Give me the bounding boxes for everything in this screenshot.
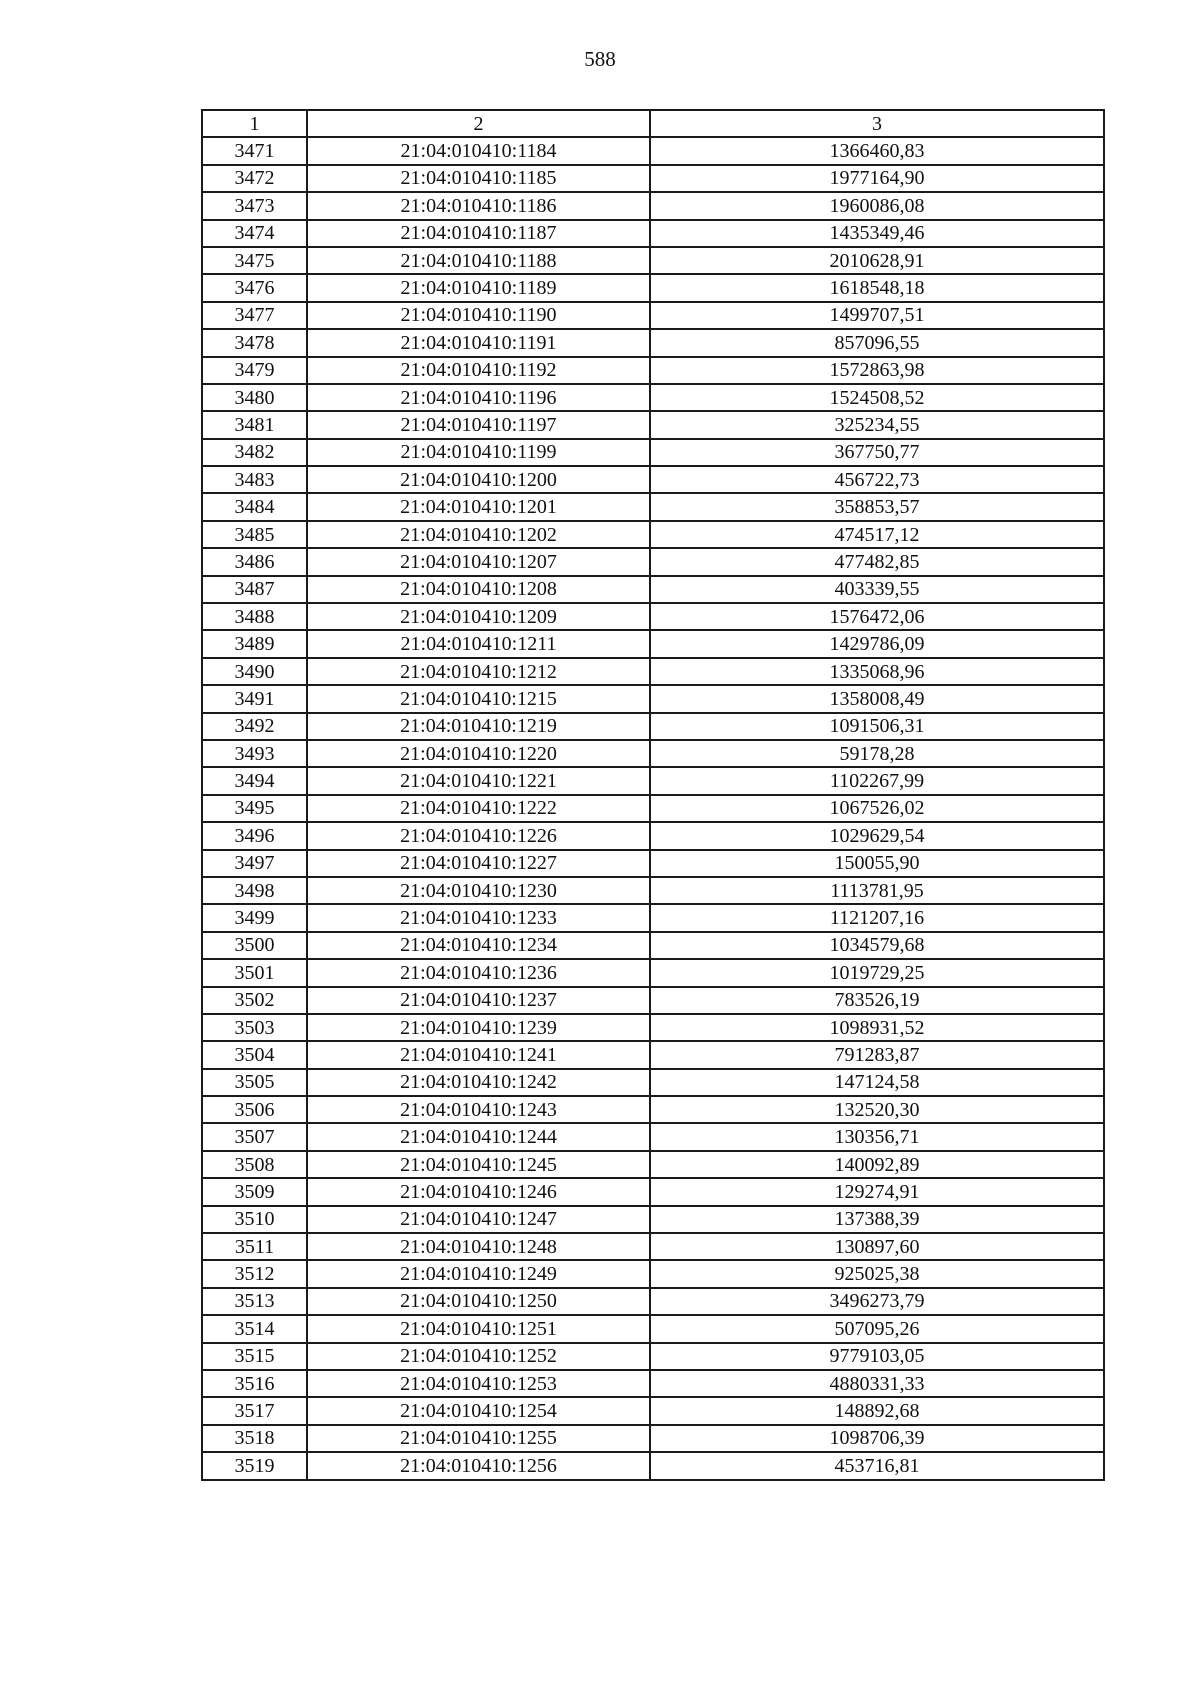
- row-number-cell: 3475: [202, 247, 307, 274]
- row-number-cell: 3481: [202, 411, 307, 438]
- table-row: [202, 1233, 1104, 1260]
- value-cell: 857096,55: [650, 329, 1104, 356]
- value-cell: 456722,73: [650, 466, 1104, 493]
- value-cell: 147124,58: [650, 1069, 1104, 1096]
- cadastral-number-cell: 21:04:010410:1253: [307, 1370, 650, 1397]
- cadastral-number-cell: 21:04:010410:1250: [307, 1288, 650, 1315]
- cadastral-number-cell: 21:04:010410:1192: [307, 357, 650, 384]
- value-cell: 325234,55: [650, 411, 1104, 438]
- row-number-cell: 3477: [202, 302, 307, 329]
- table-row: [202, 1178, 1104, 1205]
- value-cell: 59178,28: [650, 740, 1104, 767]
- cadastral-number-cell: 21:04:010410:1199: [307, 439, 650, 466]
- cadastral-number-cell: 21:04:010410:1212: [307, 658, 650, 685]
- table-row: [202, 767, 1104, 794]
- row-number-cell: 3471: [202, 137, 307, 164]
- row-number-cell: 3516: [202, 1370, 307, 1397]
- table-row: [202, 384, 1104, 411]
- value-cell: 1034579,68: [650, 932, 1104, 959]
- table-row: [202, 302, 1104, 329]
- row-number-cell: 3513: [202, 1288, 307, 1315]
- cadastral-number-cell: 21:04:010410:1201: [307, 493, 650, 520]
- cadastral-number-cell: 21:04:010410:1202: [307, 521, 650, 548]
- cadastral-number-cell: 21:04:010410:1207: [307, 548, 650, 575]
- cadastral-number-cell: 21:04:010410:1248: [307, 1233, 650, 1260]
- data-table: [201, 109, 1105, 1481]
- value-cell: 130897,60: [650, 1233, 1104, 1260]
- value-cell: 474517,12: [650, 521, 1104, 548]
- value-cell: 4880331,33: [650, 1370, 1104, 1397]
- value-cell: 1098931,52: [650, 1014, 1104, 1041]
- table-row: [202, 685, 1104, 712]
- value-cell: 1102267,99: [650, 767, 1104, 794]
- table-row: [202, 165, 1104, 192]
- page-number: 588: [584, 47, 616, 71]
- table-row: [202, 521, 1104, 548]
- cadastral-number-cell: 21:04:010410:1256: [307, 1452, 650, 1479]
- table-row: [202, 1014, 1104, 1041]
- table-row: [202, 603, 1104, 630]
- value-cell: 1098706,39: [650, 1425, 1104, 1452]
- row-number-cell: 3482: [202, 439, 307, 466]
- cadastral-number-cell: 21:04:010410:1244: [307, 1123, 650, 1150]
- row-number-cell: 3508: [202, 1151, 307, 1178]
- row-number-cell: 3507: [202, 1123, 307, 1150]
- row-number-cell: 3488: [202, 603, 307, 630]
- row-number-cell: 3483: [202, 466, 307, 493]
- cadastral-number-cell: 21:04:010410:1208: [307, 576, 650, 603]
- row-number-cell: 3514: [202, 1315, 307, 1342]
- table-row: [202, 1041, 1104, 1068]
- value-cell: 1960086,08: [650, 192, 1104, 219]
- row-number-cell: 3472: [202, 165, 307, 192]
- cadastral-number-cell: 21:04:010410:1226: [307, 822, 650, 849]
- row-number-cell: 3495: [202, 795, 307, 822]
- row-number-cell: 3491: [202, 685, 307, 712]
- row-number-cell: 3512: [202, 1260, 307, 1287]
- value-cell: 140092,89: [650, 1151, 1104, 1178]
- table-header: [202, 110, 1104, 137]
- value-cell: 148892,68: [650, 1397, 1104, 1424]
- table-row: [202, 439, 1104, 466]
- cadastral-number-cell: 21:04:010410:1239: [307, 1014, 650, 1041]
- header-row: [202, 110, 1104, 137]
- cadastral-number-cell: 21:04:010410:1237: [307, 987, 650, 1014]
- row-number-cell: 3496: [202, 822, 307, 849]
- cadastral-number-cell: 21:04:010410:1255: [307, 1425, 650, 1452]
- column-header-2: 2: [307, 110, 650, 137]
- table-row: [202, 1206, 1104, 1233]
- cadastral-number-cell: 21:04:010410:1184: [307, 137, 650, 164]
- value-cell: 925025,38: [650, 1260, 1104, 1287]
- table-row: [202, 1343, 1104, 1370]
- table-row: [202, 220, 1104, 247]
- cadastral-number-cell: 21:04:010410:1186: [307, 192, 650, 219]
- row-number-cell: 3493: [202, 740, 307, 767]
- row-number-cell: 3518: [202, 1425, 307, 1452]
- value-cell: 3496273,79: [650, 1288, 1104, 1315]
- value-cell: 507095,26: [650, 1315, 1104, 1342]
- table-row: [202, 850, 1104, 877]
- cadastral-number-cell: 21:04:010410:1252: [307, 1343, 650, 1370]
- table-row: [202, 493, 1104, 520]
- row-number-cell: 3509: [202, 1178, 307, 1205]
- value-cell: 1335068,96: [650, 658, 1104, 685]
- cadastral-number-cell: 21:04:010410:1209: [307, 603, 650, 630]
- cadastral-number-cell: 21:04:010410:1196: [307, 384, 650, 411]
- cadastral-number-cell: 21:04:010410:1249: [307, 1260, 650, 1287]
- table-body: [202, 137, 1104, 1479]
- cadastral-number-cell: 21:04:010410:1227: [307, 850, 650, 877]
- table-row: [202, 630, 1104, 657]
- row-number-cell: 3480: [202, 384, 307, 411]
- row-number-cell: 3503: [202, 1014, 307, 1041]
- table-row: [202, 137, 1104, 164]
- row-number-cell: 3486: [202, 548, 307, 575]
- value-cell: 1358008,49: [650, 685, 1104, 712]
- row-number-cell: 3476: [202, 274, 307, 301]
- value-cell: 1572863,98: [650, 357, 1104, 384]
- cadastral-number-cell: 21:04:010410:1221: [307, 767, 650, 794]
- cadastral-number-cell: 21:04:010410:1242: [307, 1069, 650, 1096]
- table-row: [202, 274, 1104, 301]
- value-cell: 9779103,05: [650, 1343, 1104, 1370]
- cadastral-number-cell: 21:04:010410:1251: [307, 1315, 650, 1342]
- value-cell: 1067526,02: [650, 795, 1104, 822]
- column-header-1: 1: [202, 110, 307, 137]
- table-row: [202, 959, 1104, 986]
- cadastral-number-cell: 21:04:010410:1215: [307, 685, 650, 712]
- value-cell: 1524508,52: [650, 384, 1104, 411]
- value-cell: 358853,57: [650, 493, 1104, 520]
- table-row: [202, 904, 1104, 931]
- row-number-cell: 3511: [202, 1233, 307, 1260]
- value-cell: 1499707,51: [650, 302, 1104, 329]
- table-row: [202, 192, 1104, 219]
- value-cell: 132520,30: [650, 1096, 1104, 1123]
- cadastral-number-cell: 21:04:010410:1254: [307, 1397, 650, 1424]
- row-number-cell: 3506: [202, 1096, 307, 1123]
- table-row: [202, 713, 1104, 740]
- table-row: [202, 795, 1104, 822]
- cadastral-number-cell: 21:04:010410:1230: [307, 877, 650, 904]
- table-row: [202, 1123, 1104, 1150]
- value-cell: 1618548,18: [650, 274, 1104, 301]
- cadastral-number-cell: 21:04:010410:1191: [307, 329, 650, 356]
- value-cell: 791283,87: [650, 1041, 1104, 1068]
- value-cell: 2010628,91: [650, 247, 1104, 274]
- row-number-cell: 3517: [202, 1397, 307, 1424]
- cadastral-number-cell: 21:04:010410:1236: [307, 959, 650, 986]
- table-row: [202, 740, 1104, 767]
- value-cell: 453716,81: [650, 1452, 1104, 1479]
- cadastral-number-cell: 21:04:010410:1222: [307, 795, 650, 822]
- cadastral-number-cell: 21:04:010410:1234: [307, 932, 650, 959]
- table-row: [202, 329, 1104, 356]
- table-row: [202, 1370, 1104, 1397]
- row-number-cell: 3510: [202, 1206, 307, 1233]
- value-cell: 1435349,46: [650, 220, 1104, 247]
- table-row: [202, 822, 1104, 849]
- table-row: [202, 1069, 1104, 1096]
- value-cell: 1576472,06: [650, 603, 1104, 630]
- value-cell: 403339,55: [650, 576, 1104, 603]
- cadastral-number-cell: 21:04:010410:1220: [307, 740, 650, 767]
- row-number-cell: 3504: [202, 1041, 307, 1068]
- row-number-cell: 3519: [202, 1452, 307, 1479]
- cadastral-number-cell: 21:04:010410:1233: [307, 904, 650, 931]
- row-number-cell: 3492: [202, 713, 307, 740]
- table-row: [202, 1452, 1104, 1479]
- row-number-cell: 3489: [202, 630, 307, 657]
- row-number-cell: 3474: [202, 220, 307, 247]
- value-cell: 1121207,16: [650, 904, 1104, 931]
- value-cell: 783526,19: [650, 987, 1104, 1014]
- value-cell: 1113781,95: [650, 877, 1104, 904]
- cadastral-number-cell: 21:04:010410:1245: [307, 1151, 650, 1178]
- value-cell: 1977164,90: [650, 165, 1104, 192]
- cadastral-number-cell: 21:04:010410:1189: [307, 274, 650, 301]
- row-number-cell: 3479: [202, 357, 307, 384]
- table-row: [202, 1151, 1104, 1178]
- row-number-cell: 3498: [202, 877, 307, 904]
- table-row: [202, 987, 1104, 1014]
- row-number-cell: 3485: [202, 521, 307, 548]
- table-row: [202, 1096, 1104, 1123]
- value-cell: 1029629,54: [650, 822, 1104, 849]
- table-row: [202, 932, 1104, 959]
- table-row: [202, 1425, 1104, 1452]
- table-row: [202, 1397, 1104, 1424]
- table-row: [202, 466, 1104, 493]
- table-row: [202, 357, 1104, 384]
- table-row: [202, 576, 1104, 603]
- row-number-cell: 3497: [202, 850, 307, 877]
- row-number-cell: 3502: [202, 987, 307, 1014]
- cadastral-number-cell: 21:04:010410:1211: [307, 630, 650, 657]
- row-number-cell: 3490: [202, 658, 307, 685]
- row-number-cell: 3484: [202, 493, 307, 520]
- value-cell: 130356,71: [650, 1123, 1104, 1150]
- row-number-cell: 3494: [202, 767, 307, 794]
- row-number-cell: 3500: [202, 932, 307, 959]
- cadastral-number-cell: 21:04:010410:1241: [307, 1041, 650, 1068]
- value-cell: 150055,90: [650, 850, 1104, 877]
- table-row: [202, 548, 1104, 575]
- table-row: [202, 1288, 1104, 1315]
- cadastral-number-cell: 21:04:010410:1188: [307, 247, 650, 274]
- value-cell: 137388,39: [650, 1206, 1104, 1233]
- value-cell: 1019729,25: [650, 959, 1104, 986]
- cadastral-number-cell: 21:04:010410:1247: [307, 1206, 650, 1233]
- table-row: [202, 1315, 1104, 1342]
- row-number-cell: 3505: [202, 1069, 307, 1096]
- table-row: [202, 658, 1104, 685]
- row-number-cell: 3478: [202, 329, 307, 356]
- row-number-cell: 3499: [202, 904, 307, 931]
- value-cell: 367750,77: [650, 439, 1104, 466]
- row-number-cell: 3473: [202, 192, 307, 219]
- cadastral-number-cell: 21:04:010410:1243: [307, 1096, 650, 1123]
- table-row: [202, 877, 1104, 904]
- cadastral-number-cell: 21:04:010410:1190: [307, 302, 650, 329]
- value-cell: 477482,85: [650, 548, 1104, 575]
- cadastral-number-cell: 21:04:010410:1197: [307, 411, 650, 438]
- value-cell: 1366460,83: [650, 137, 1104, 164]
- value-cell: 1091506,31: [650, 713, 1104, 740]
- value-cell: 129274,91: [650, 1178, 1104, 1205]
- cadastral-number-cell: 21:04:010410:1219: [307, 713, 650, 740]
- table-row: [202, 411, 1104, 438]
- column-header-3: 3: [650, 110, 1104, 137]
- row-number-cell: 3487: [202, 576, 307, 603]
- value-cell: 1429786,09: [650, 630, 1104, 657]
- cadastral-number-cell: 21:04:010410:1246: [307, 1178, 650, 1205]
- table-row: [202, 247, 1104, 274]
- row-number-cell: 3501: [202, 959, 307, 986]
- cadastral-number-cell: 21:04:010410:1187: [307, 220, 650, 247]
- cadastral-number-cell: 21:04:010410:1185: [307, 165, 650, 192]
- table-row: [202, 1260, 1104, 1287]
- cadastral-number-cell: 21:04:010410:1200: [307, 466, 650, 493]
- row-number-cell: 3515: [202, 1343, 307, 1370]
